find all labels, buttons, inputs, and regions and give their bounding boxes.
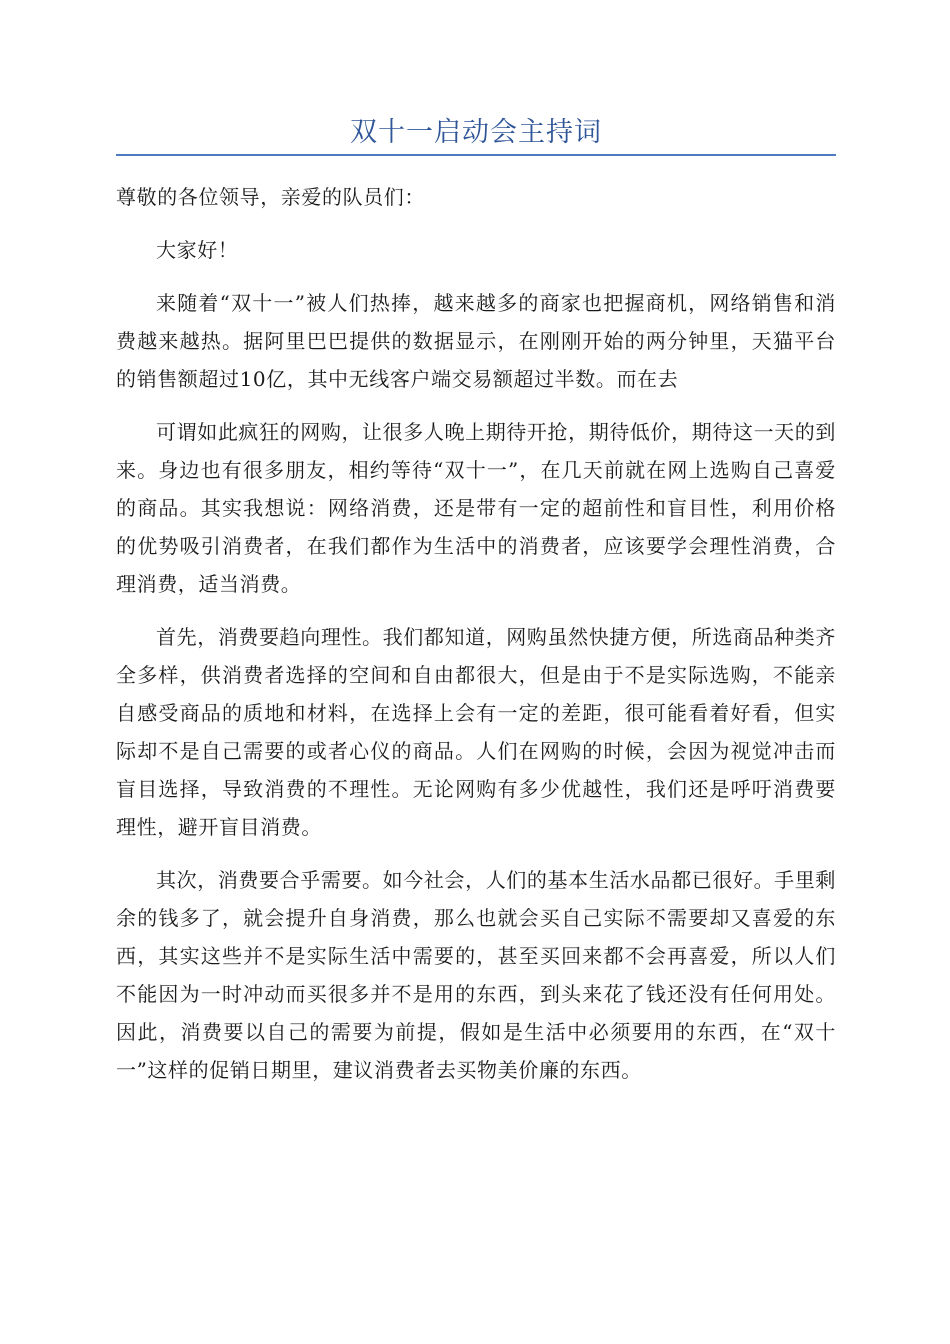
salutation: 尊敬的各位领导，亲爱的队员们： [116,185,425,209]
paragraph-needs-based-consumption: 其次，消费要合乎需要。如今社会，人们的基本生活水品都已很好。手里剩余的钱多了，就会提升自身消费，那么也就会买自己实际不需要却又喜爱的东西，其实这些并不是实际生活中需要的，甚至买回来都不会再喜爱，所以人们不能因为一时冲动而买很多并不是用的东西，到头来花了钱还没有任何用处。因此，消费要以自己的需要为前提，假如是生活中必须要用的东西，在“双十一”这样的促销日期里，建议消费者去买物美价廉的东西。 [116,868,836,1082]
paragraph-greeting: 大家好！ [156,238,239,262]
document-title: 双十一启动会主持词 [116,112,836,156]
paragraph-online-shopping: 可谓如此疯狂的网购，让很多人晚上期待开抢，期待低价，期待这一天的到来。身边也有很多朋友，相约等待“双十一”，在几天前就在网上选购自己喜爱的商品。其实我想说：网络消费，还是带有一定的超前性和盲目性，利用价格的优势吸引消费者，在我们都作为生活中的消费者，应该要学会理性消费，合理消费，适当消费。 [116,420,836,596]
paragraph-rational-consumption: 首先，消费要趋向理性。我们都知道，网购虽然快捷方便，所选商品种类齐全多样，供消费者选择的空间和自由都很大，但是由于不是实际选购，不能亲自感受商品的质地和材料，在选择上会有一定的差距，很可能看着好看，但实际却不是自己需要的或者心仪的商品。人们在网购的时候，会因为视觉冲击而盲目选择，导致消费的不理性。无论网购有多少优越性，我们还是呼吁消费要理性，避开盲目消费。 [116,625,836,839]
paragraph-intro: 来随着“双十一”被人们热捧，越来越多的商家也把握商机，网络销售和消费越来越热。据阿里巴巴提供的数据显示，在刚刚开始的两分钟里，天猫平台的销售额超过10亿，其中无线客户端交易额超过半数。而在去 [116,291,836,391]
document-body [116,178,836,1089]
document-page [116,0,836,1104]
